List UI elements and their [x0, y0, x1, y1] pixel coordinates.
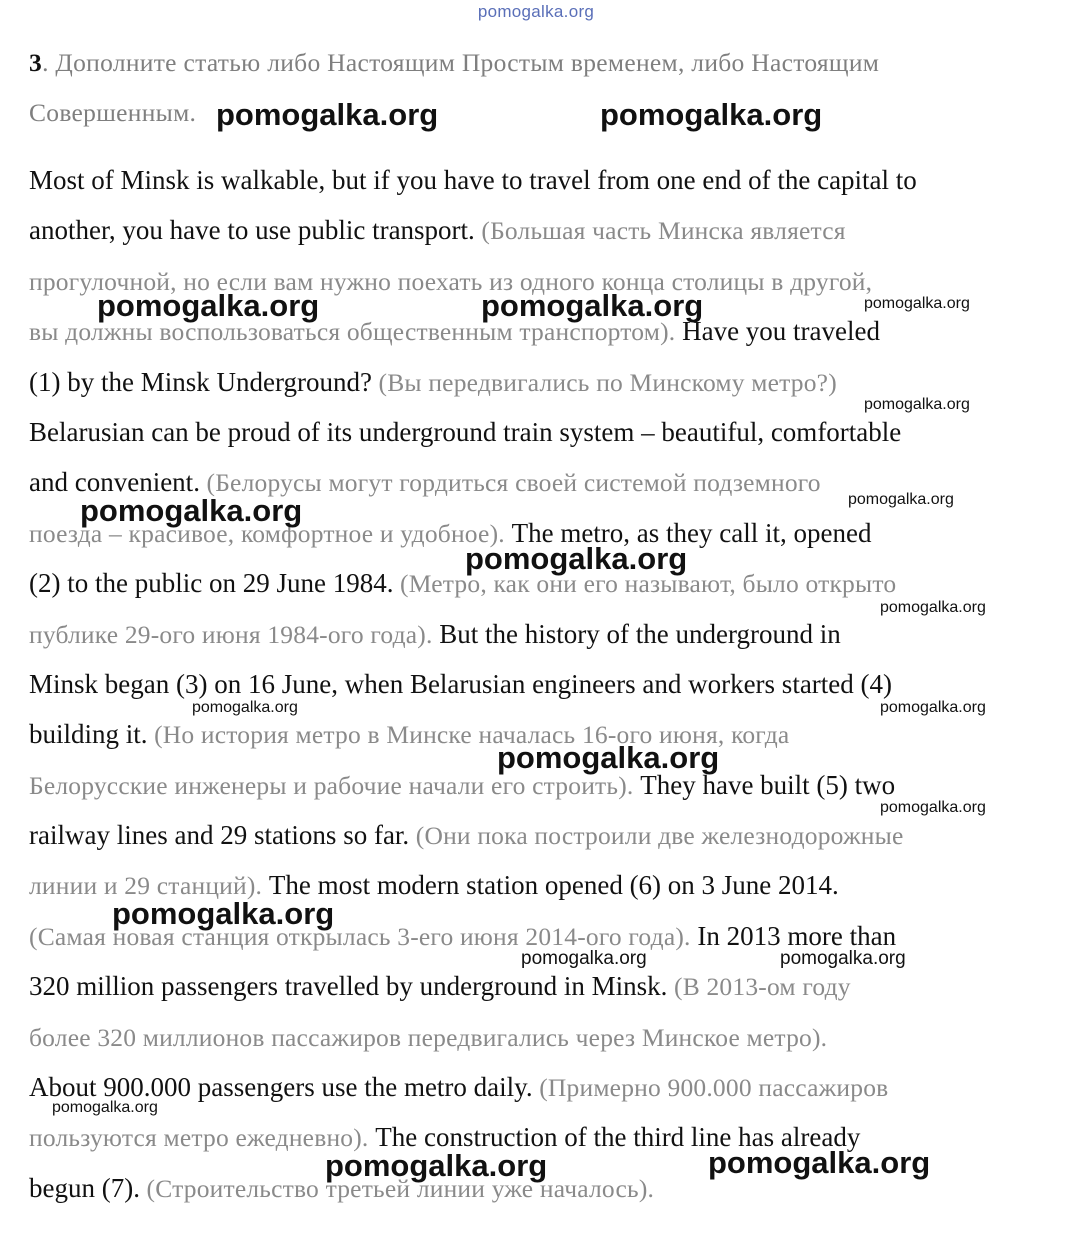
- text-line: and convenient. (Белорусы могут гордиться своей системой подземного: [29, 467, 821, 498]
- text-line: begun (7). (Строительство третьей линии уже началось).: [29, 1172, 655, 1203]
- text-line: линии и 29 станций). The most modern station opened (6) on 3 June 2014.: [29, 870, 839, 901]
- site-watermark-top: pomogalka.org: [477, 2, 595, 21]
- watermark: pomogalka.org: [481, 288, 704, 323]
- watermark: pomogalka.org: [112, 896, 335, 931]
- watermark: pomogalka.org: [880, 599, 986, 616]
- text-line: (Самая новая станция открылась 3-его июня 2014-ого года). In 2013 more than: [29, 920, 897, 951]
- text-line: пользуются метро ежедневно). The construction of the third line has already: [29, 1122, 861, 1153]
- text-line: прогулочной, но если вам нужно поехать из одного конца столицы в другой,: [29, 266, 873, 296]
- watermark: pomogalka.org: [708, 1145, 931, 1180]
- watermark: pomogalka.org: [864, 396, 970, 413]
- text-line: About 900.000 passengers use the metro daily. (Примерно 900.000 пассажиров: [29, 1072, 889, 1103]
- text-line: (1) by the Minsk Underground? (Вы передвигались по Минскому метро?): [29, 366, 837, 397]
- watermark: pomogalka.org: [216, 97, 439, 132]
- text-line: Most of Minsk is walkable, but if you have to travel from one end of the capital to: [29, 165, 917, 195]
- text-line: более 320 миллионов пассажиров передвигались через Минское метро).: [29, 1022, 828, 1052]
- text-line: поезда – красивое, комфортное и удобное). The metro, as they call it, opened: [29, 517, 872, 548]
- watermark: pomogalka.org: [600, 97, 823, 132]
- text-line: railway lines and 29 stations so far. (Они пока построили две железнодорожные: [29, 820, 904, 851]
- task-header: [29, 38, 1029, 139]
- watermark: pomogalka.org: [80, 493, 303, 528]
- task-number: 3: [29, 48, 43, 77]
- text-line: (2) to the public on 29 June 1984. (Метро, как они его называют, было открыто: [29, 568, 897, 599]
- watermark: pomogalka.org: [848, 491, 954, 508]
- text-line: building it. (Но история метро в Минске началась 16-ого июня, когда: [29, 719, 790, 750]
- watermark: pomogalka.org: [521, 948, 647, 969]
- watermark: pomogalka.org: [880, 699, 986, 716]
- text-line: 320 million passengers travelled by underground in Minsk. (В 2013-ом году: [29, 971, 851, 1002]
- watermark: pomogalka.org: [780, 948, 906, 969]
- task-instruction: . Дополните статью либо Настоящим Простым временем, либо Настоящим: [42, 48, 880, 77]
- text-line: публике 29-ого июня 1984-ого года). But the history of the underground in: [29, 618, 841, 649]
- watermark: pomogalka.org: [497, 740, 720, 775]
- watermark: pomogalka.org: [325, 1148, 548, 1183]
- task-instruction-cont: Совершенным.: [29, 98, 197, 128]
- text-line: Белорусские инженеры и рабочие начали его строить). They have built (5) two: [29, 769, 896, 800]
- text-line: вы должны воспользоваться общественным транспортом). Have you traveled: [29, 316, 881, 347]
- watermark: pomogalka.org: [192, 699, 298, 716]
- watermark: pomogalka.org: [465, 541, 688, 576]
- text-line: Belarusian can be proud of its underground train system – beautiful, comfortable: [29, 416, 902, 447]
- text-line: Minsk began (3) on 16 June, when Belarusian engineers and workers started (4): [29, 668, 893, 699]
- watermark: pomogalka.org: [864, 295, 970, 312]
- watermark: pomogalka.org: [97, 288, 320, 323]
- watermark: pomogalka.org: [52, 1099, 158, 1116]
- watermark: pomogalka.org: [880, 799, 986, 816]
- text-line: another, you have to use public transport. (Большая часть Минска является: [29, 215, 846, 246]
